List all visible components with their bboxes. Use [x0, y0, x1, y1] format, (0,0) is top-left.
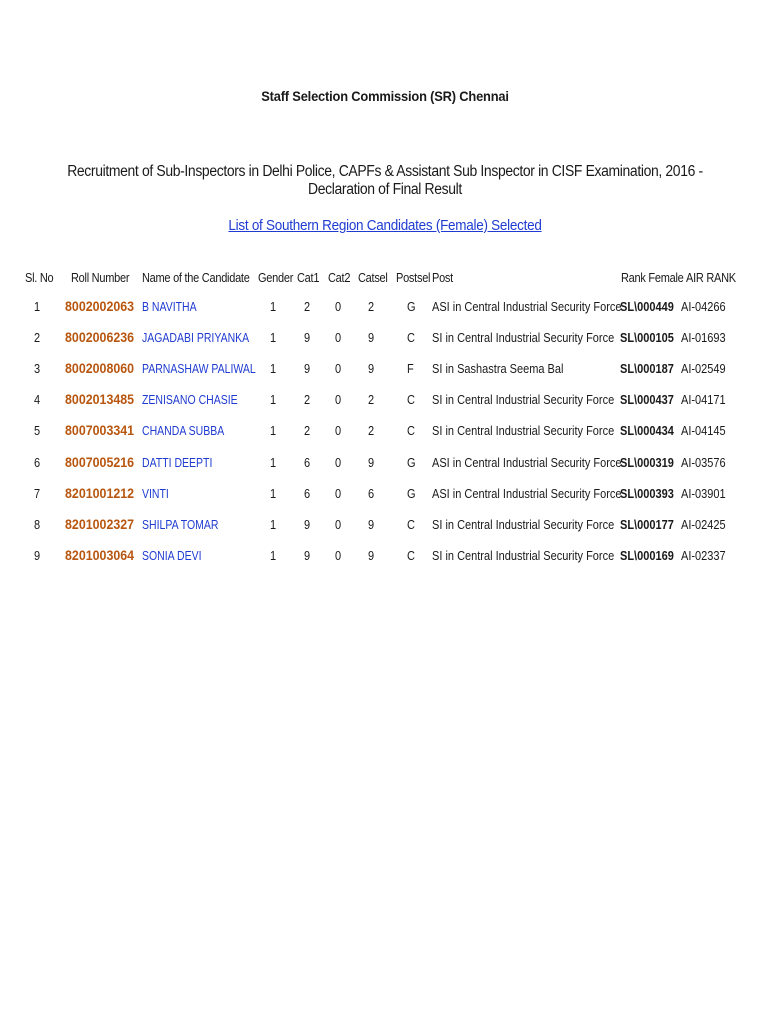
cell-gender: 1 — [270, 548, 277, 563]
cell-air-rank: AI-04171 — [681, 393, 726, 408]
table-row — [0, 359, 770, 379]
table-row — [0, 328, 770, 348]
cell-gender: 1 — [270, 517, 277, 532]
cell-gender: 1 — [270, 393, 277, 408]
cell-cat2: 0 — [335, 455, 342, 470]
cell-rank-female: SL\000393 — [620, 486, 674, 501]
cell-candidate-name: PARNASHAW PALIWAL — [142, 362, 256, 377]
cell-catsel: 2 — [368, 424, 375, 439]
cell-cat2: 0 — [335, 362, 342, 377]
list-title: List of Southern Region Candidates (Female) Selected — [228, 217, 542, 234]
cell-cat2: 0 — [335, 331, 342, 346]
cell-catsel: 9 — [368, 517, 375, 532]
cell-sl-no: 6 — [34, 455, 41, 470]
cell-postsel: G — [407, 486, 416, 501]
cell-cat1: 2 — [304, 393, 311, 408]
cell-sl-no: 4 — [34, 393, 41, 408]
cell-sl-no: 3 — [34, 362, 41, 377]
cell-candidate-name: JAGADABI PRIYANKA — [142, 331, 250, 346]
header-sl-no: Sl. No — [25, 271, 54, 285]
cell-rank-female: SL\000177 — [620, 517, 674, 532]
cell-rank-female: SL\000437 — [620, 393, 674, 408]
table-row — [0, 453, 770, 473]
cell-gender: 1 — [270, 331, 277, 346]
cell-candidate-name: SHILPA TOMAR — [142, 517, 219, 532]
cell-air-rank: AI-03576 — [681, 455, 726, 470]
cell-gender: 1 — [270, 486, 277, 501]
cell-cat2: 0 — [335, 486, 342, 501]
cell-cat1: 2 — [304, 424, 311, 439]
cell-roll-number: 8002002063 — [65, 299, 135, 314]
cell-cat2: 0 — [335, 300, 342, 314]
cell-post: ASI in Central Industrial Security Force — [432, 300, 622, 314]
cell-candidate-name: SONIA DEVI — [142, 548, 202, 563]
cell-candidate-name: DATTI DEEPTI — [142, 455, 213, 470]
cell-post: ASI in Central Industrial Security Force — [432, 455, 622, 470]
cell-postsel: C — [407, 517, 415, 532]
cell-gender: 1 — [270, 455, 277, 470]
cell-postsel: C — [407, 393, 415, 408]
exam-title: Recruitment of Sub-Inspectors in Delhi Police, CAPFs & Assistant Sub Inspector in CISF Examination, 2016 - Declaration of Final Result — [67, 163, 703, 198]
cell-rank-female: SL\000105 — [620, 331, 674, 346]
cell-cat2: 0 — [335, 548, 342, 563]
organization-title: Staff Selection Commission (SR) Chennai — [261, 88, 509, 104]
cell-roll-number: 8201003064 — [65, 547, 135, 563]
cell-sl-no: 2 — [34, 331, 41, 346]
cell-roll-number: 8007005216 — [65, 454, 135, 470]
cell-air-rank: AI-04266 — [681, 300, 726, 314]
cell-sl-no: 7 — [34, 486, 41, 501]
cell-post: SI in Central Industrial Security Force — [432, 393, 615, 408]
cell-catsel: 2 — [368, 300, 375, 314]
header-post: Post — [432, 271, 453, 285]
cell-cat1: 9 — [304, 517, 311, 532]
cell-gender: 1 — [270, 424, 277, 439]
cell-postsel: F — [407, 362, 414, 377]
cell-roll-number: 8201002327 — [65, 516, 135, 532]
cell-roll-number: 8002013485 — [65, 392, 135, 408]
cell-sl-no: 1 — [34, 300, 41, 314]
table-row — [0, 390, 770, 410]
cell-gender: 1 — [270, 300, 277, 314]
table-row — [0, 421, 770, 441]
cell-sl-no: 8 — [34, 517, 41, 532]
cell-air-rank: AI-03901 — [681, 486, 726, 501]
header-postsel: Postsel — [396, 271, 431, 285]
cell-rank-female: SL\000319 — [620, 455, 674, 470]
cell-cat1: 2 — [304, 300, 311, 314]
cell-air-rank: AI-02425 — [681, 517, 726, 532]
cell-catsel: 9 — [368, 362, 375, 377]
header-catsel: Catsel — [358, 271, 388, 285]
cell-catsel: 2 — [368, 393, 375, 408]
cell-candidate-name: CHANDA SUBBA — [142, 424, 225, 439]
header-cat2: Cat2 — [328, 271, 351, 285]
cell-rank-female: SL\000169 — [620, 548, 674, 563]
header-candidate-name: Name of the Candidate — [142, 271, 250, 285]
cell-sl-no: 5 — [34, 424, 41, 439]
cell-postsel: C — [407, 331, 415, 346]
cell-cat1: 6 — [304, 455, 311, 470]
cell-roll-number: 8002008060 — [65, 361, 135, 377]
table-row — [0, 546, 770, 566]
cell-postsel: G — [407, 455, 416, 470]
cell-cat1: 6 — [304, 486, 311, 501]
header-air-rank: AIR RANK — [686, 271, 736, 285]
cell-cat1: 9 — [304, 362, 311, 377]
cell-cat2: 0 — [335, 517, 342, 532]
cell-post: SI in Central Industrial Security Force — [432, 331, 615, 346]
cell-postsel: C — [407, 548, 415, 563]
cell-post: SI in Sashastra Seema Bal — [432, 362, 564, 377]
cell-catsel: 9 — [368, 331, 375, 346]
cell-roll-number: 8007003341 — [65, 423, 135, 439]
cell-sl-no: 9 — [34, 548, 41, 563]
cell-air-rank: AI-02549 — [681, 362, 726, 377]
cell-roll-number: 8002006236 — [65, 330, 135, 346]
cell-postsel: G — [407, 300, 416, 314]
cell-air-rank: AI-04145 — [681, 424, 726, 439]
cell-cat1: 9 — [304, 331, 311, 346]
cell-post: SI in Central Industrial Security Force — [432, 548, 615, 563]
cell-rank-female: SL\000449 — [620, 300, 674, 314]
cell-post: SI in Central Industrial Security Force — [432, 517, 615, 532]
cell-roll-number: 8201001212 — [65, 485, 135, 501]
table-row — [0, 484, 770, 504]
cell-rank-female: SL\000187 — [620, 362, 674, 377]
table-row — [0, 297, 770, 317]
cell-cat2: 0 — [335, 393, 342, 408]
cell-gender: 1 — [270, 362, 277, 377]
cell-air-rank: AI-01693 — [681, 331, 726, 346]
header-gender: Gender — [258, 271, 294, 285]
table-row — [0, 515, 770, 535]
cell-candidate-name: ZENISANO CHASIE — [142, 393, 238, 408]
cell-catsel: 9 — [368, 548, 375, 563]
cell-post: ASI in Central Industrial Security Force — [432, 486, 622, 501]
header-roll-number: Roll Number — [71, 271, 130, 285]
cell-postsel: C — [407, 424, 415, 439]
cell-post: SI in Central Industrial Security Force — [432, 424, 615, 439]
cell-candidate-name: VINTI — [142, 486, 169, 501]
cell-catsel: 6 — [368, 486, 375, 501]
header-rank-female: Rank Female — [621, 271, 684, 285]
cell-candidate-name: B NAVITHA — [142, 300, 197, 314]
cell-catsel: 9 — [368, 455, 375, 470]
cell-cat1: 9 — [304, 548, 311, 563]
cell-air-rank: AI-02337 — [681, 548, 726, 563]
cell-cat2: 0 — [335, 424, 342, 439]
header-cat1: Cat1 — [297, 271, 320, 285]
cell-rank-female: SL\000434 — [620, 424, 674, 439]
